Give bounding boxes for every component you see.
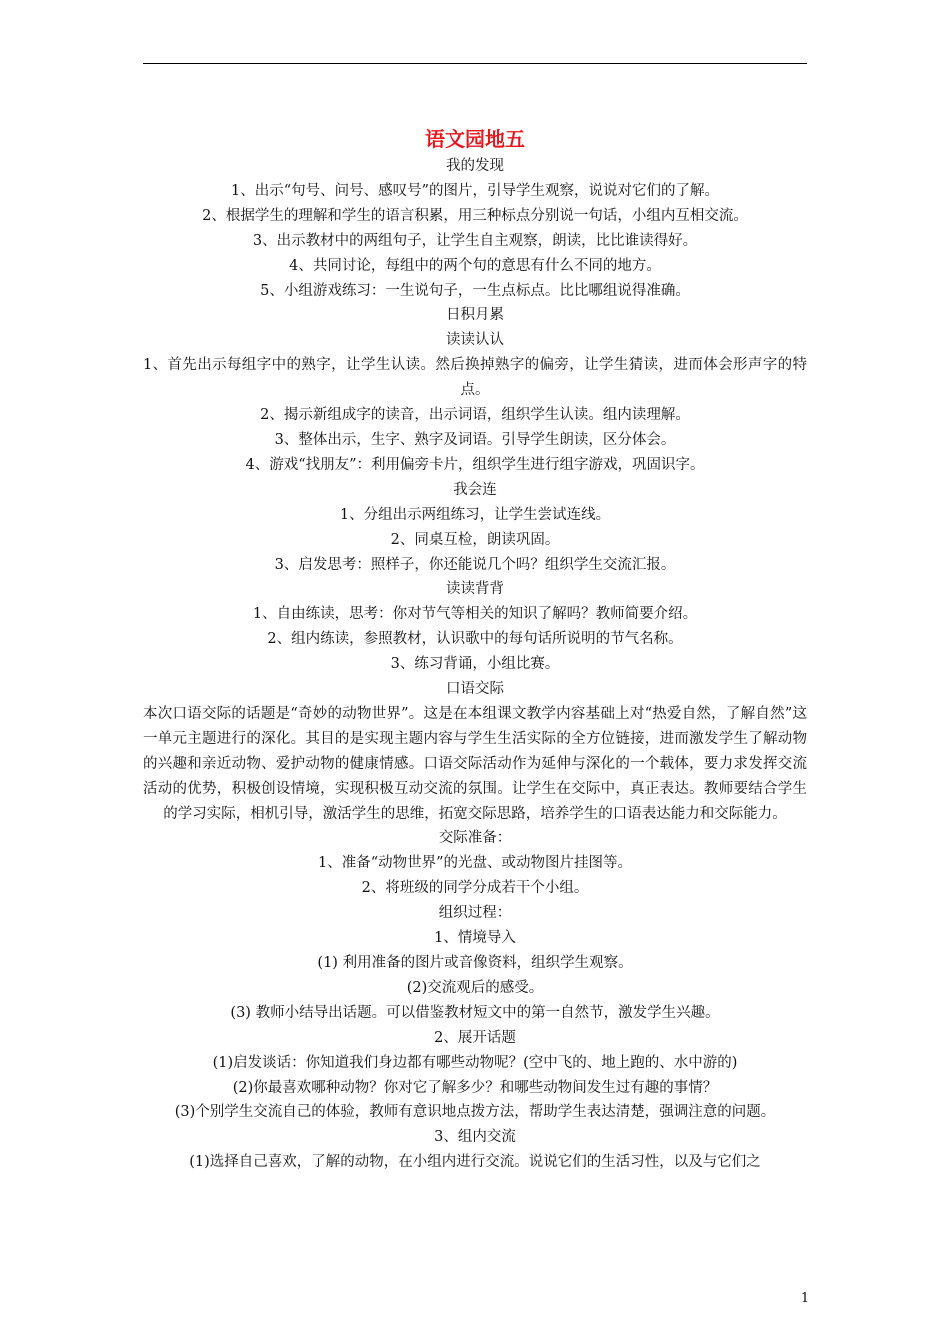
text-paragraph: 本次口语交际的话题是“奇妙的动物世界”。这是在本组课文教学内容基础上对“热爱自然，了解自然”这一单元主题进行的深化。其目的是实现主题内容与学生生活实际的全方位链接，进而激发学生了解动物的兴趣和亲近动物、爱护动物的健康情感。口语交际活动作为延伸与深化的一个载体，要力求发挥交流活动的优势，积极创设情境，实现积极互动交流的氛围。让学生在交际中，真正表达。教师要结合学生的学习实际，相机引导，激活学生的思维，拓宽交际思路，培养学生的口语表达能力和交际能力。 [143, 705, 807, 822]
text-line: (2)你最喜欢哪种动物？你对它了解多少？和哪些动物间发生过有趣的事情？ [232, 1079, 718, 1096]
section-heading-process: 组织过程： [438, 905, 512, 922]
text-line: 1、情境导入 [434, 930, 516, 947]
text-line: (1)启发谈话：你知道我们身边都有哪些动物呢？(空中飞的、地上跑的、水中游的) [212, 1054, 738, 1071]
section-heading-connect: 我会连 [453, 481, 497, 498]
text-line: (1) 利用准备的图片或音像资料，组织学生观察。 [317, 955, 633, 971]
text-line: 3、整体出示，生字、熟字及词语。引导学生朗读，区分体会。 [274, 431, 676, 448]
text-line: 2、揭示新组成字的读音，出示词语，组织学生认读。组内读理解。 [260, 407, 690, 424]
section-heading-daily: 日积月累 [446, 307, 504, 324]
header-rule [143, 63, 807, 64]
text-line: 4、游戏“找朋友”：利用偏旁卡片，组织学生进行组字游戏，巩固识字。 [245, 456, 705, 473]
text-line: 4、共同讨论，每组中的两个句的意思有什么不同的地方。 [289, 257, 661, 274]
document-body [143, 124, 807, 1175]
section-heading-discovery: 我的发现 [446, 158, 504, 174]
text-line: 1、出示“句号、问号、感叹号”的图片，引导学生观察，说说对它们的了解。 [230, 182, 720, 199]
text-line: 3、出示教材中的两组句子，让学生自主观察，朗读，比比谁读得好。 [252, 232, 698, 249]
text-line: 3、启发思考：照样子，你还能说几个吗？组织学生交流汇报。 [274, 556, 676, 573]
text-paragraph: (3)个别学生交流自己的体验，教师有意识地点拨方法，帮助学生表达清楚，强调注意的问题。 [174, 1104, 776, 1121]
text-line: (2)交流观后的感受。 [406, 979, 544, 996]
text-line: 1、自由练读，思考：你对节气等相关的知识了解吗？教师简要介绍。 [252, 606, 698, 623]
text-paragraph: 1、首先出示每组字中的熟字，让学生认读。然后换掉熟字的偏旁，让学生猜读，进而体会形声字的特点。 [143, 357, 807, 399]
section-heading-recite: 读读背背 [446, 581, 504, 598]
section-heading-oral: 口语交际 [446, 681, 504, 698]
text-line: 3、练习背诵，小组比赛。 [390, 656, 560, 673]
text-line: (1)选择自己喜欢，了解的动物，在小组内进行交流。说说它们的生活习性，以及与它们之 [189, 1154, 761, 1171]
text-line: (3) 教师小结导出话题。可以借鉴教材短文中的第一自然节，激发学生兴趣。 [230, 1004, 720, 1021]
section-heading-preparation: 交际准备： [438, 830, 512, 847]
text-line: 2、将班级的同学分成若干个小组。 [361, 880, 589, 897]
text-line: 2、展开话题 [434, 1029, 516, 1046]
text-line: 1、准备“动物世界”的光盘、或动物图片挂图等。 [317, 855, 633, 872]
text-line: 2、组内练读，参照教材，认识歌中的每句话所说明的节气名称。 [267, 631, 683, 648]
document-title: 语文园地五 [425, 127, 525, 151]
text-line: 1、分组出示两组练习，让学生尝试连线。 [339, 506, 611, 523]
text-line: 2、同桌互检，朗读巩固。 [390, 531, 560, 548]
section-heading-read-recognize: 读读认认 [446, 332, 504, 349]
page-number: 1 [800, 1291, 810, 1306]
text-line: 3、组内交流 [434, 1129, 516, 1146]
text-line: 2、根据学生的理解和学生的语言积累，用三种标点分别说一句话，小组内互相交流。 [202, 207, 748, 224]
text-line: 5、小组游戏练习：一生说句子，一生点标点。比比哪组说得准确。 [260, 282, 690, 299]
